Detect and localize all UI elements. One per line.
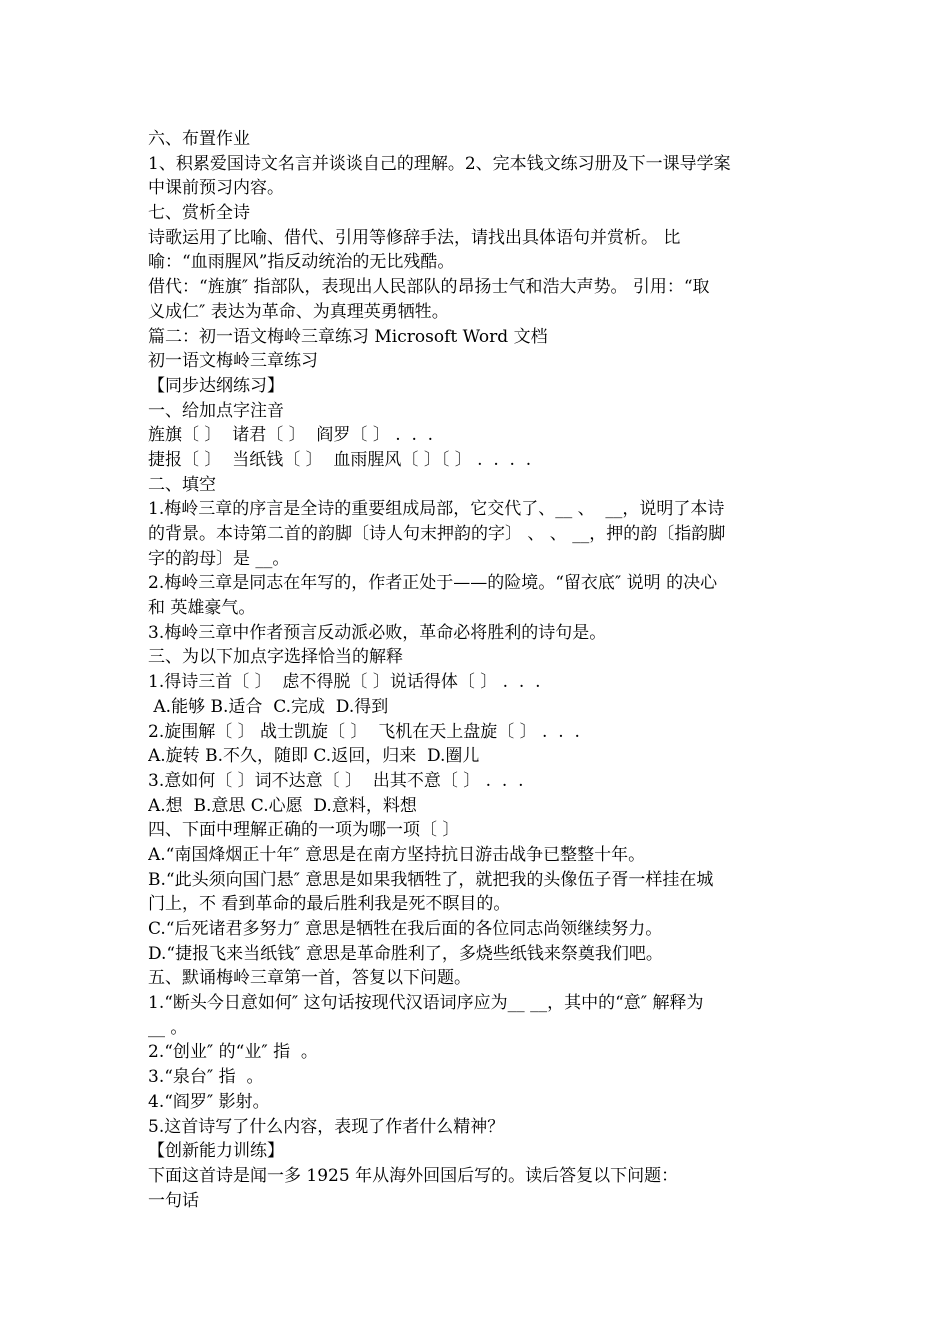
text-line: 2.“创业″ 的“业″ 指 。 — [148, 1042, 318, 1063]
text-line: 一句话 — [148, 1190, 199, 1211]
text-line: A.旋转 B.不久，随即 C.返回，归来 D.圈儿 — [148, 746, 480, 767]
text-line: 诗歌运用了比喻、借代、引用等修辞手法，请找出具体语句并赏析。 比 — [148, 227, 681, 248]
text-line: 七、赏析全诗 — [148, 203, 250, 224]
text-line: 六、布置作业 — [148, 129, 250, 149]
text-line: __ 。 — [148, 1017, 188, 1038]
document-body — [148, 127, 808, 1213]
text-line: A.能够 B.适合 C.完成 D.得到 — [148, 696, 389, 717]
text-line: 1、积累爱国诗文名言并谈谈自己的理解。2、完本钱文练习册及下一课导学案 — [148, 153, 731, 174]
text-line: 和 英雄豪气。 — [148, 598, 256, 619]
text-line: A.想 B.意思 C.心愿 D.意料，料想 — [148, 795, 417, 816]
text-line: D.“捷报飞来当纸钱″ 意思是革命胜利了，多烧些纸钱来祭奠我们吧。 — [148, 943, 663, 964]
text-line: 门上，不 看到革命的最后胜利我是死不瞑目的。 — [148, 894, 511, 915]
text-line: 字的韵母〕是 __。 — [148, 548, 290, 569]
text-line: 2.梅岭三章是同志在年写的，作者正处于——的险境。“留衣底″ 说明 的决心 — [148, 573, 718, 594]
text-line: 五、默诵梅岭三章第一首，答复以下问题。 — [148, 968, 471, 989]
text-line: 1.得诗三首〔 〕 虑不得脱〔 〕说话得体〔 〕 . . . — [148, 672, 541, 693]
text-line: 四、下面中理解正确的一项为哪一项〔 〕 — [148, 820, 460, 841]
text-line: 【创新能力训练】 — [148, 1141, 284, 1162]
text-line: 3.梅岭三章中作者预言反动派必败，革命必将胜利的诗句是。 — [148, 622, 607, 643]
text-line: 下面这首诗是闻一多 1925 年从海外回国后写的。读后答复以下问题： — [148, 1165, 679, 1186]
text-line: 旌旗〔 〕 诸君〔 〕 阎罗〔 〕 . . . — [148, 425, 434, 446]
text-line: 1.“断头今日意如何″ 这句话按现代汉语词序应为__ __，其中的“意″ 解释为 — [148, 993, 704, 1014]
text-line: 3.意如何〔 〕词不达意〔 〕 出其不意〔 〕 . . . — [148, 770, 524, 791]
text-line: 2.旋围解〔 〕 战士凯旋〔 〕 飞机在天上盘旋〔 〕 . . . — [148, 721, 580, 742]
text-line: 初一语文梅岭三章练习 — [148, 351, 318, 372]
text-line: 1.梅岭三章的序言是全诗的重要组成局部，它交代了、__ 、 __，说明了本诗 — [148, 499, 725, 520]
text-line: 4.“阎罗″ 影射。 — [148, 1091, 270, 1112]
text-line: 二、填空 — [148, 474, 216, 495]
text-line: 喻：“血雨腥风”指反动统治的无比残酷。 — [148, 252, 455, 273]
text-line: 【同步达纲练习】 — [148, 375, 284, 396]
text-line: 借代：“旌旗″ 指部队，表现出人民部队的昂扬士气和浩大声势。 引用：“取 — [148, 277, 710, 298]
text-line: 捷报〔 〕 当纸钱〔 〕 血雨腥风〔 〕〔 〕 . . . . — [148, 449, 532, 470]
text-line: 一、给加点字注音 — [148, 400, 284, 421]
text-line: 篇二：初一语文梅岭三章练习 Microsoft Word 文档 — [148, 326, 548, 347]
text-line: 三、为以下加点字选择恰当的解释 — [148, 647, 403, 668]
text-line: A.“南国烽烟正十年″ 意思是在南方坚持抗日游击战争已整整十年。 — [148, 844, 646, 865]
text-line: B.“此头须向国门悬″ 意思是如果我牺牲了，就把我的头像伍子胥一样挂在城 — [148, 869, 714, 890]
text-line: C.“后死诸君多努力″ 意思是牺牲在我后面的各位同志尚领继续努力。 — [148, 919, 663, 939]
text-line: 的背景。本诗第二首的韵脚〔诗人句末押韵的字〕 、 、 __，押的韵〔指韵脚 — [148, 524, 726, 544]
text-line: 中课前预习内容。 — [148, 178, 284, 199]
text-line: 义成仁″ 表达为革命、为真理英勇牺牲。 — [148, 301, 449, 322]
text-line: 5.这首诗写了什么内容，表现了作者什么精神？ — [148, 1116, 505, 1137]
text-line: 3.“泉台″ 指 。 — [148, 1067, 264, 1088]
